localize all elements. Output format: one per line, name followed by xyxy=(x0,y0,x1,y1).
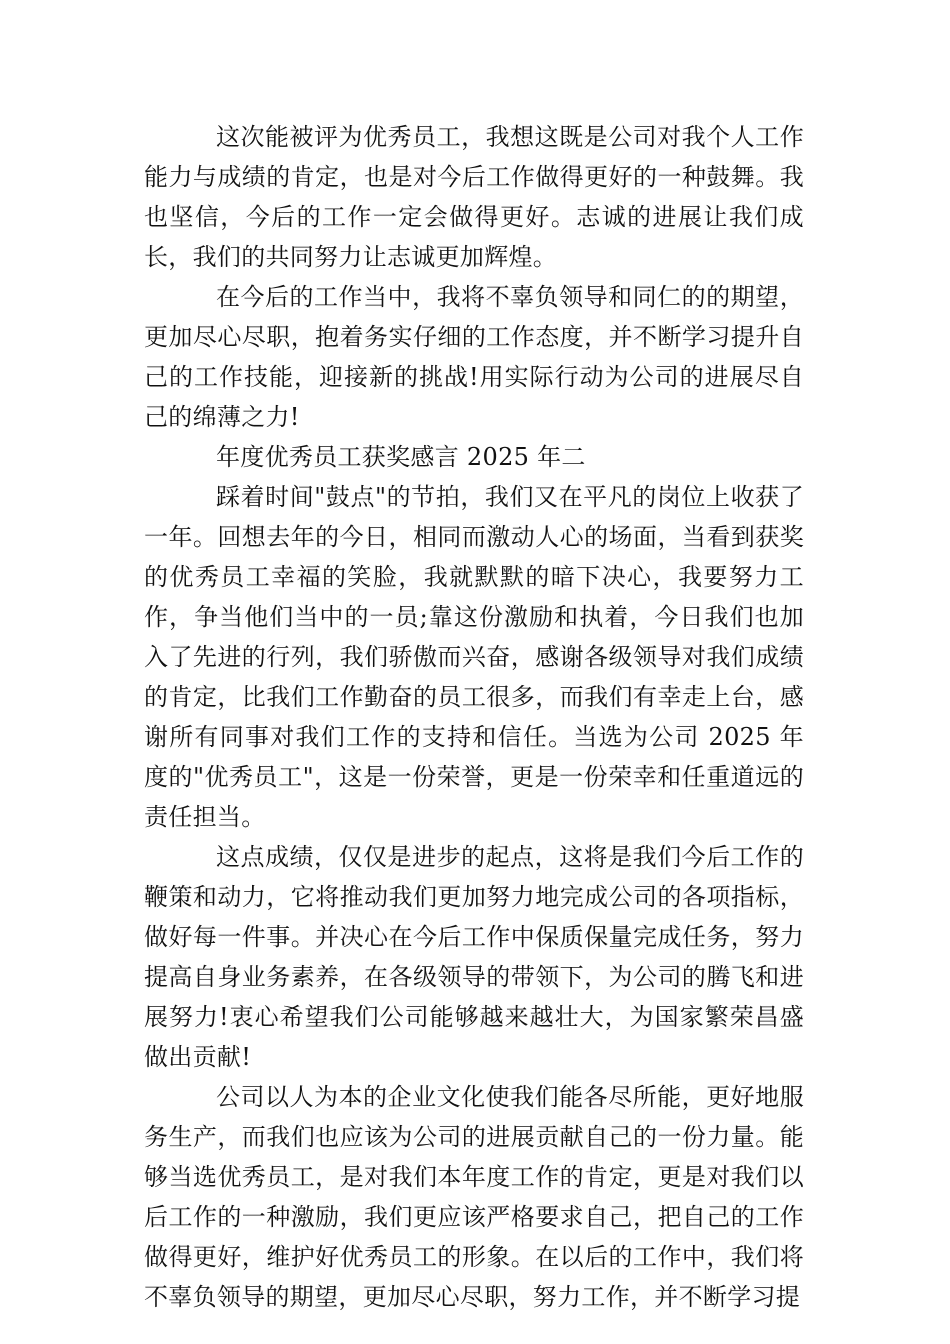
section-heading: 年度优秀员工获奖感言 2025 年二 xyxy=(216,443,586,471)
paragraph-2: 在今后的工作当中，我将不辜负领导和同仁的的期望，更加尽心尽职，抱着务实仔细的工作态度，并不断学习提升自己的工作技能，迎接新的挑战!用实际行动为公司的进展尽自己的绵薄之力! xyxy=(144,283,804,431)
paragraph-3: 踩着时间"鼓点"的节拍，我们又在平凡的岗位上收获了一年。回想去年的今日，相同而激动人心的场面，当看到获奖的优秀员工幸福的笑脸，我就默默的暗下决心，我要努力工作，争当他们当中的一员;靠这份激励和执着，今日我们也加入了先进的行列，我们骄傲而兴奋，感谢各级领导对我们成绩的肯定，比我们工作勤奋的员工很多，而我们有幸走上台，感谢所有同事对我们工作的支持和信任。当选为公司 2025 年度的"优秀员工"，这是一份荣誉，更是一份荣幸和任重道远的责任担当。 xyxy=(144,483,804,831)
paragraph-5: 公司以人为本的企业文化使我们能各尽所能，更好地服务生产，而我们也应该为公司的进展贡献自己的一份力量。能够当选优秀员工，是对我们本年度工作的肯定，更是对我们以后工作的一种激励，我们更应该严格要求自己，把自己的工作做得更好，维护好优秀员工的形象。在以后的工作中，我们将不辜负领导的期望，更加尽心尽职，努力工作，并不断学习提 xyxy=(144,1083,804,1311)
paragraph-1: 这次能被评为优秀员工，我想这既是公司对我个人工作能力与成绩的肯定，也是对今后工作做得更好的一种鼓舞。我也坚信，今后的工作一定会做得更好。志诚的进展让我们成长，我们的共同努力让志诚更加辉煌。 xyxy=(144,123,804,271)
document-body xyxy=(144,117,804,1317)
paragraph-4: 这点成绩，仅仅是进步的起点，这将是我们今后工作的鞭策和动力，它将推动我们更加努力地完成公司的各项指标，做好每一件事。并决心在今后工作中保质保量完成任务，努力提高自身业务素养，在各级领导的带领下，为公司的腾飞和进展努力!衷心希望我们公司能够越来越壮大，为国家繁荣昌盛做出贡献! xyxy=(144,843,804,1071)
